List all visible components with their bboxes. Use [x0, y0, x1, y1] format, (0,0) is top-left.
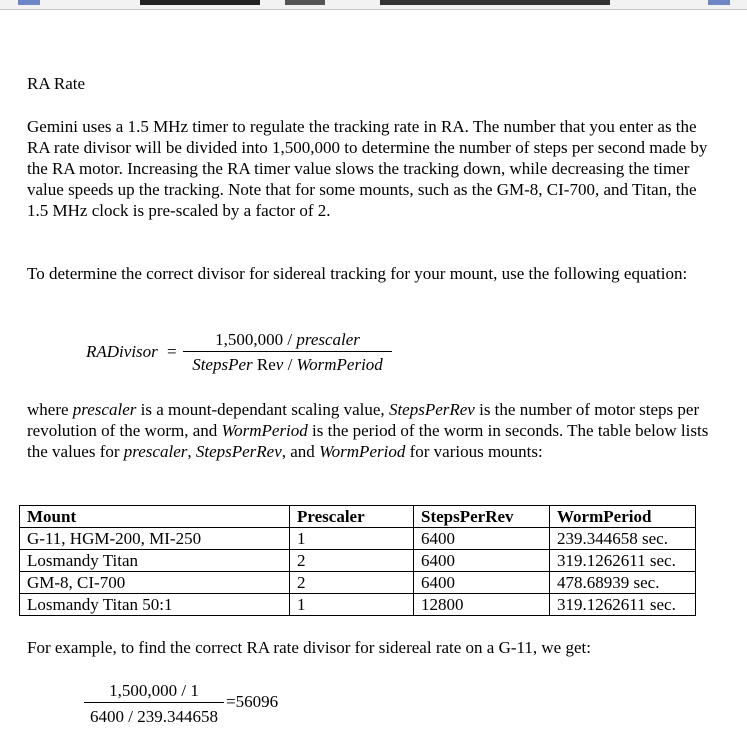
- header-stepsperrev: StepsPerRev: [414, 506, 550, 528]
- cell-wormperiod: 319.1262611 sec.: [550, 594, 696, 616]
- cell-mount: Losmandy Titan: [20, 550, 290, 572]
- equation-denominator: [183, 354, 392, 375]
- example-fraction-bar: [84, 702, 224, 703]
- where-paragraph: where prescaler is a mount-dependant scaling value, StepsPerRev is the number of motor steps per revolution of the worm, and WormPeriod is the period of the worm in seconds. The table below lists the values for prescaler, StepsPerRev, and WormPeriod for various mounts:: [27, 400, 709, 461]
- cell-prescaler: 1: [290, 528, 414, 550]
- top-edge-mark: [18, 0, 40, 5]
- example-denominator: 6400 / 239.344658: [90, 707, 218, 726]
- equation-fraction-bar: [183, 351, 392, 352]
- cell-prescaler: 1: [290, 594, 414, 616]
- table-row: [20, 528, 696, 550]
- header-prescaler: Prescaler: [290, 506, 414, 528]
- var-stepsperrev-2: StepsPerRev: [195, 442, 282, 461]
- cell-mount: Losmandy Titan 50:1: [20, 594, 290, 616]
- equation-numerator: [183, 329, 392, 350]
- cell-mount: G-11, HGM-200, MI-250: [20, 528, 290, 550]
- header-mount: Mount: [20, 506, 290, 528]
- window-top-edge: [0, 0, 747, 10]
- var-stepsperrev: StepsPerRev: [388, 400, 475, 419]
- cell-stepsperrev: 6400: [414, 528, 550, 550]
- example-result: 56096: [235, 692, 279, 711]
- var-wormperiod-2: WormPeriod: [319, 442, 406, 461]
- cell-mount: GM-8, CI-700: [20, 572, 290, 594]
- cell-prescaler: 2: [290, 572, 414, 594]
- example-equals: =: [226, 692, 236, 711]
- cell-wormperiod: 478.68939 sec.: [550, 572, 696, 594]
- var-wormperiod: WormPeriod: [221, 421, 308, 440]
- equation-lhs: RADivisor: [86, 342, 158, 361]
- cell-stepsperrev: 12800: [414, 594, 550, 616]
- numerator-value: 1,500,000 /: [215, 330, 297, 349]
- denominator-mid: Re: [252, 355, 276, 374]
- table-row: [20, 550, 696, 572]
- cell-wormperiod: 239.344658 sec.: [550, 528, 696, 550]
- mount-values-table: [19, 505, 696, 616]
- table-row: [20, 594, 696, 616]
- equation-equals: =: [167, 342, 177, 361]
- denominator-var2: v: [275, 355, 284, 374]
- determine-paragraph: To determine the correct divisor for sidereal tracking for your mount, use the following equation:: [27, 264, 688, 283]
- example-numerator: 1,500,000 / 1: [109, 681, 199, 700]
- table-row: [20, 572, 696, 594]
- denominator-var1: StepsPer: [192, 355, 253, 374]
- var-prescaler-2: prescaler: [123, 442, 188, 461]
- cell-wormperiod: 319.1262611 sec.: [550, 550, 696, 572]
- top-edge-mark: [708, 0, 730, 5]
- top-edge-mark: [140, 0, 260, 5]
- cell-prescaler: 2: [290, 550, 414, 572]
- example-paragraph: For example, to find the correct RA rate divisor for sidereal rate on a G-11, we get:: [27, 638, 591, 657]
- denominator-slash: /: [283, 355, 297, 374]
- top-edge-mark: [285, 0, 325, 5]
- intro-paragraph: Gemini uses a 1.5 MHz timer to regulate the tracking rate in RA. The number that you enter as the RA rate divisor will be divided into 1,500,000 to determine the number of steps per second made by the RA motor. Increasing the RA timer value slows the tracking down, while decreasing the timer value speeds up the tracking. Note that for some mounts, such as the GM-8, CI-700, and Titan, the 1.5 MHz clock is pre-scaled by a factor of 2.: [27, 117, 708, 220]
- table-header-row: [20, 506, 696, 528]
- cell-stepsperrev: 6400: [414, 572, 550, 594]
- top-edge-mark: [380, 0, 610, 5]
- numerator-var: prescaler: [296, 330, 360, 349]
- header-wormperiod: WormPeriod: [550, 506, 696, 528]
- var-prescaler: prescaler: [72, 400, 137, 419]
- section-heading: RA Rate: [27, 74, 86, 93]
- cell-stepsperrev: 6400: [414, 550, 550, 572]
- denominator-var3: WormPeriod: [296, 355, 383, 374]
